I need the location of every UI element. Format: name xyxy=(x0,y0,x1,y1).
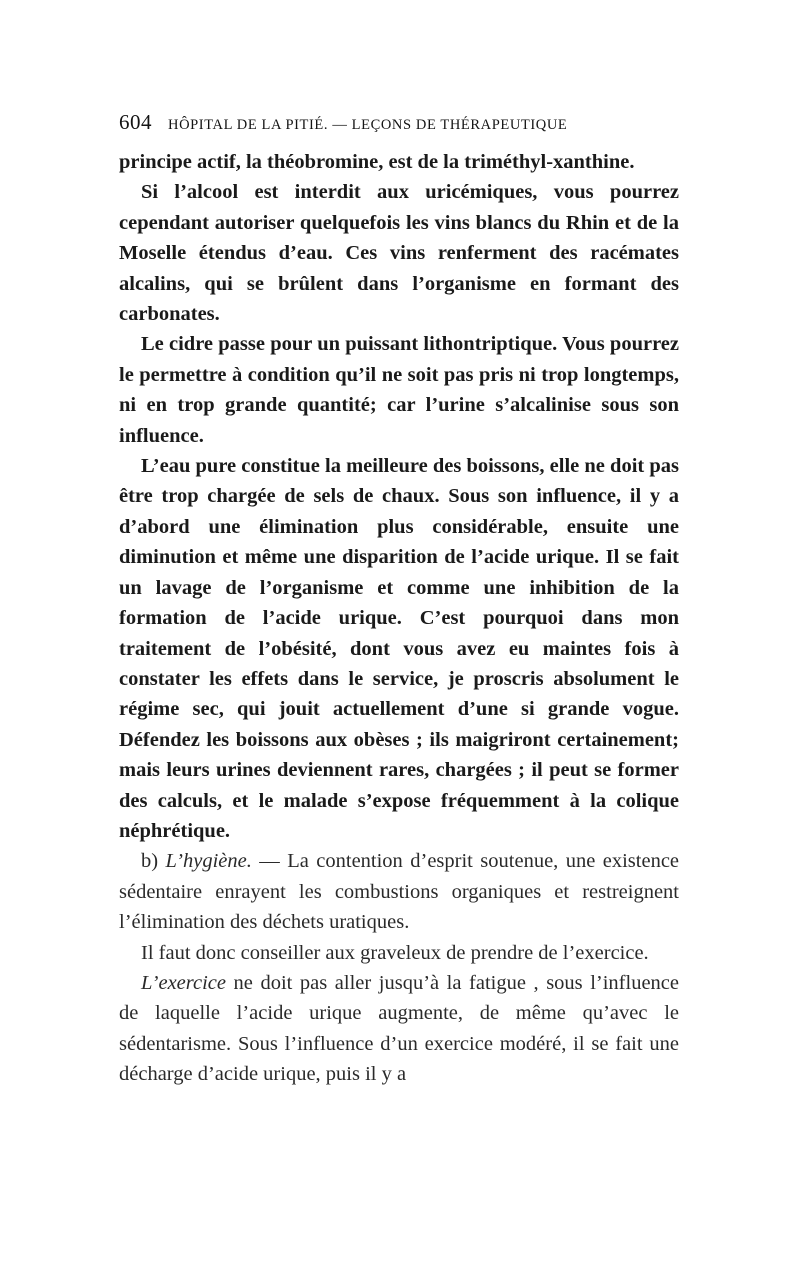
paragraph-5-text: — La contention d’esprit soutenue, une existence sédentaire enrayent les combustions organiques et restreignent l’élimination des déchets uratiques. xyxy=(119,850,680,934)
exercise-title: L’exercice xyxy=(141,971,226,994)
running-head: HÔPITAL DE LA PITIÉ. — LEÇONS DE THÉRAPEUTIQUE xyxy=(168,117,568,133)
paragraph-6: Il faut donc conseiller aux graveleux de prendre de l’exercice. xyxy=(141,941,649,964)
book-page xyxy=(119,110,679,1090)
paragraph-1: principe actif, la théobromine, est de la triméthyl-xanthine. xyxy=(119,151,635,173)
page-number: 604 xyxy=(119,110,152,134)
section-title: L’hygiène. xyxy=(165,850,252,873)
paragraph-4: L’eau pure constitue la meilleure des boissons, elle ne doit pas être trop chargée de sels de chaux. Sous son influence, il y a d’abord une élimination plus considérable, ensuite une diminution et même une disparition de l’acide urique. Il se fait un lavage de l’organisme et comme une inhibition de la formation de l’acide urique. C’est pourquoi dans mon traitement de l’obésité, dont vous avez eu maintes fois à constater les effets dans le service, je proscris absolument le régime sec, qui jouit actuellement d’une si grande vogue. Défendez les boissons aux obèses ; ils maigriront certainement; mais leurs urines deviennent rares, chargées ; il peut se former des calculs, et le malade s’expose fréquemment à la colique néphrétique. xyxy=(119,455,679,842)
paragraph-7-text: ne doit pas aller jusqu’à la fatigue , sous l’influence de laquelle l’acide urique augmente, de même qu’avec le sédentarisme. Sous l’influence d’un exercice modéré, il se fait une décharge d’acide urique, puis il y a xyxy=(119,971,679,1086)
section-label: b) xyxy=(141,850,159,873)
paragraph-5 xyxy=(119,846,679,937)
paragraph-2: Si l’alcool est interdit aux uricémiques, vous pourrez cependant autoriser quelquefois les vins blancs du Rhin et de la Moselle étendus d’eau. Ces vins renferment des racémates alcalins, qui se brûlent dans l’organisme en formant des carbonates. xyxy=(119,181,679,326)
page-header xyxy=(119,110,679,144)
paragraph-3: Le cidre passe pour un puissant lithontriptique. Vous pourrez le permettre à condition qu’il ne soit pas pris ni trop longtemps, ni en trop grande quantité; car l’urine s’alcalinise sous son influence. xyxy=(119,333,679,447)
body-text xyxy=(119,147,679,1090)
paragraph-7 xyxy=(119,968,679,1090)
